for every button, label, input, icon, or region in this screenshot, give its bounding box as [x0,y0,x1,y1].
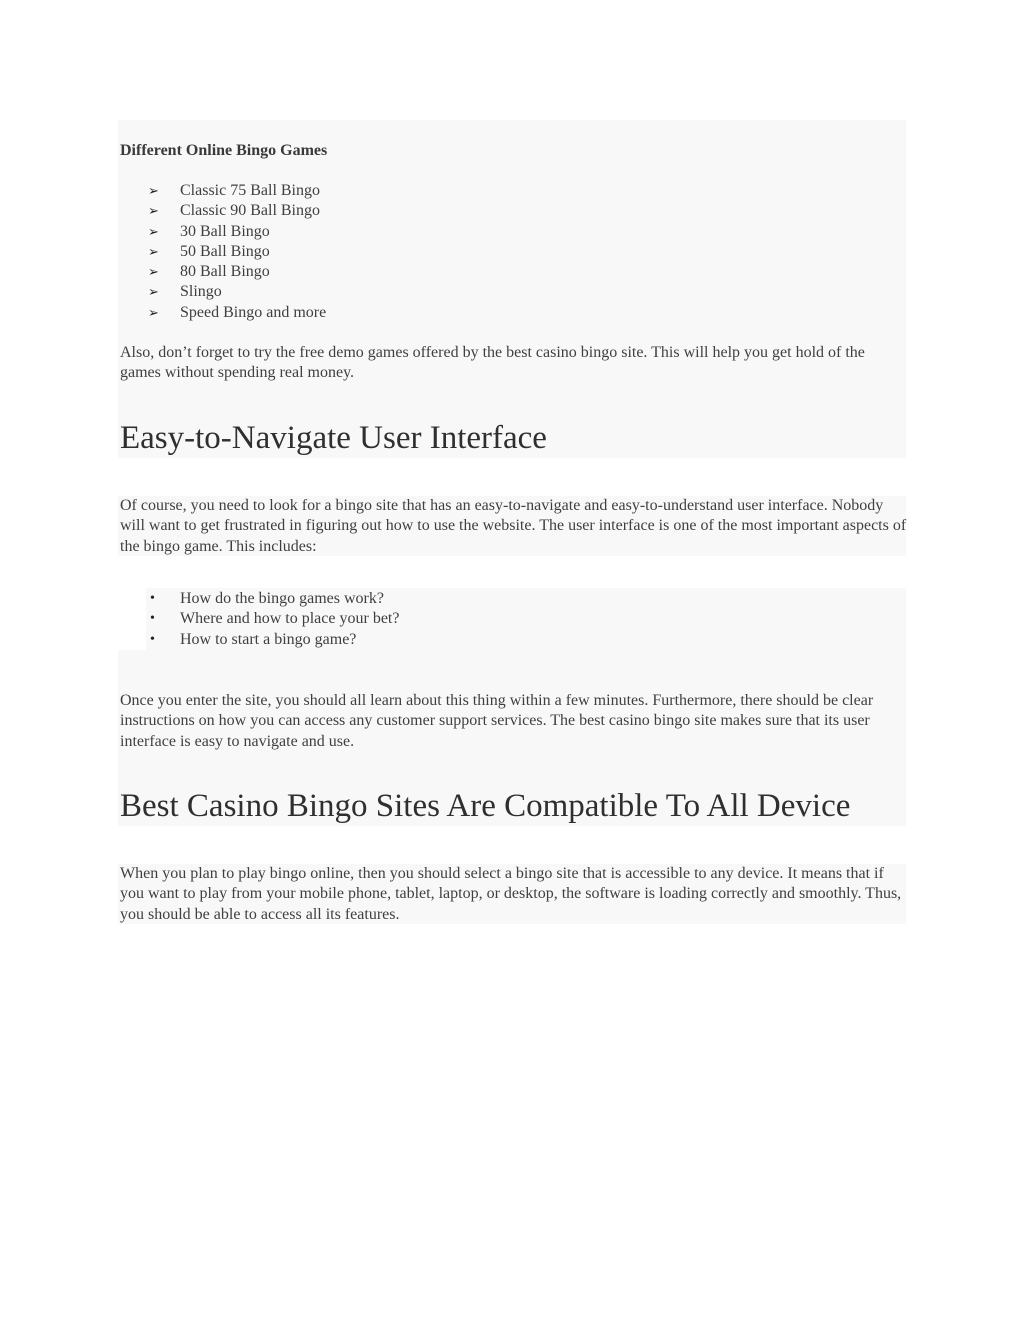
bullet-icon: • [150,611,155,627]
arrow-bullet-icon: ➢ [148,243,159,259]
bullet-icon: • [150,631,155,647]
list-item: ➢ Classic 75 Ball Bingo [120,181,900,201]
list-item: ➢ 30 Ball Bingo [120,222,900,242]
list-item: • Where and how to place your bet? [120,609,900,629]
list-item: ➢ 80 Ball Bingo [120,262,900,282]
section-heading-compatible-devices: Best Casino Bingo Sites Are Compatible To All Device [120,788,851,824]
arrow-bullet-icon: ➢ [148,203,159,219]
user-interface-list [120,589,900,650]
section-heading-bingo-games: Different Online Bingo Games [120,142,328,159]
list-item: ➢ Classic 90 Ball Bingo [120,201,900,221]
list-item: ➢ Speed Bingo and more [120,303,900,323]
user-interface-paragraph: Of course, you need to look for a bingo site that has an easy-to-navigate and easy-to-understand user interface. Nobody will want to get frustrated in figuring out how to use the website. The user interface is one of the most important aspects of the bingo game. This includes: [120,497,907,555]
arrow-bullet-icon: ➢ [148,284,159,300]
demo-games-paragraph: Also, don’t forget to try the free demo games offered by the best casino bingo site. This will help you get hold of the games without spending real money. [120,344,865,382]
arrow-bullet-icon: ➢ [148,304,159,320]
list-item: ➢ Slingo [120,282,900,302]
arrow-bullet-icon: ➢ [148,264,159,280]
bullet-icon: • [150,591,155,606]
arrow-bullet-icon: ➢ [148,183,159,198]
bingo-games-list [120,181,900,323]
section-heading-user-interface: Easy-to-Navigate User Interface [120,420,547,456]
list-item: • How do the bingo games work? [120,589,900,609]
device-compatibility-paragraph: When you plan to play bingo online, then you should select a bingo site that is accessible to any device. It means that if you want to play from your mobile phone, tablet, laptop, or desktop, the software is loading correctly and smoothly. Thus, you should be able to access all its features. [120,865,902,923]
arrow-bullet-icon: ➢ [148,223,159,239]
list-item: • How to start a bingo game? [120,630,900,650]
support-services-paragraph: Once you enter the site, you should all learn about this thing within a few minutes. Furthermore, there should be clear instructions on how you can access any customer support services. The best casino bingo site makes sure that its user interface is easy to navigate and use. [120,692,874,750]
list-item: ➢ 50 Ball Bingo [120,242,900,262]
